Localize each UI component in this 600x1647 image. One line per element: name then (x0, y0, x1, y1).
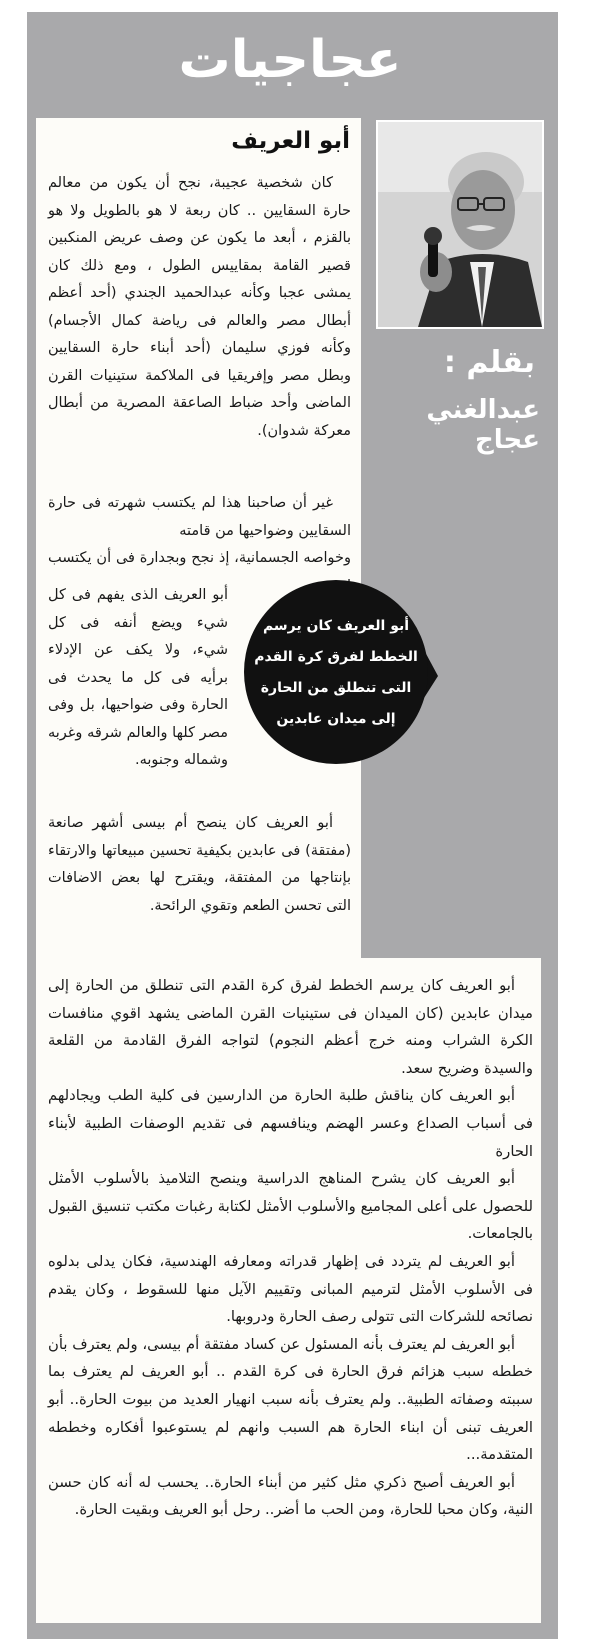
article-paragraph-11: أبو العريف أصبح ذكري مثل كثير من أبناء الحارة.. يحسب له أنه كان حسن النية، وكان محبا للحارة، ومن الحب ما أضر.. رحل أبو العريف وبقيت الحارة. (48, 1473, 533, 1519)
byline-label: بقلم : (443, 345, 535, 380)
pull-quote (232, 580, 438, 786)
article-paragraph-9: أبو العريف لم يتردد فى إظهار قدراته ومعارفه الهندسية، فكان يدلى بدلوه فى الأسلوب الأمثل لترميم المبانى وتقييم الآيل منها للسقوط ، وكان يقدم نصائحه للشركات التى تتولى رصف الحارة ودروبها. (48, 1252, 533, 1326)
article-paragraph-3: وخواصه الجسمانية، إذ نجح وبجدارة فى أن يكتسب (48, 550, 351, 566)
article-paragraph-6: أبو العريف كان يرسم الخطط لفرق كرة القدم التى تنطلق من الحارة إلى ميدان عابدين (كان الميدان فى ستينيات القرن الماضى يشهد اقوي منافسات الكرة الشراب ومنه خرج أعظم النجوم) لتواجه الفرق القادمة من القلعة والسيدة وضريح سعد. (48, 977, 533, 1077)
article-paragraph-7: أبو العريف كان يناقش طلبة الحارة من الدارسين فى كلية الطب ويجادلهم فى أسباب الصداع وعسر الهضم وينافسهم فى تقديم الوصفات الطبية لأبناء الحارة (48, 1087, 533, 1160)
section-title: عجاجيات (178, 30, 402, 90)
article-title: أبو العريف (231, 128, 350, 154)
author-photo (376, 120, 544, 329)
author-portrait-image (378, 122, 542, 327)
article-paragraph-10: أبو العريف لم يعترف بأنه المسئول عن كساد مفتقة أم بيسى، ولم يعترف بأن خططه سبب هزائم فرق الحارة فى كرة القدم .. أبو العريف لم يعترف بما سببته وصفاته الطبية.. ولم يعترف بأنه سبب انهيار العديد من بيوت الحارة.. أبو العريف تبنى أن ابناء الحارة هم السبب وانهم لم يستوعبوا أفكاره وخططه المتقدمة... (48, 1335, 533, 1464)
article-paragraph-8: أبو العريف كان يشرح المناهج الدراسية وينصح التلاميذ بالأسلوب الأمثل للحصول على أعلى المجاميع والأسلوب الأمثل لكتابة رغبات مكتب تنسيق القبول بالجامعات. (48, 1170, 533, 1243)
article-paragraph-5: أبو العريف كان ينصح أم بيسى أشهر صانعة (مفتقة) فى عابدين بكيفية تحسين مبيعاتها والارتقاء بإنتاجها من المفتقة، ويقترح لها بعض الاضافات التى تحسن الطعم وتقوي الرائحة. (48, 815, 351, 914)
article-paragraph-2: غير أن صاحبنا هذا لم يكتسب شهرته فى حارة السقايين وضواحيها من قامته (48, 495, 351, 539)
author-name: عبدالغني عجاج (426, 395, 540, 455)
article-continuation (48, 972, 533, 1524)
article-paragraph-1: كان شخصية عجيبة، نجح أن يكون من معالم حارة السقايين .. كان ربعة لا هو بالطويل ولا هو بالقزم ، أبعد ما يكون عن وصف عريض المنكبين قصير القامة بمقاييس الطول ، ومع ذلك كان يمشى عجبا وكأنه عبدالحميد الجندي (أحد أعظم أبطال مصر والعالم فى رياضة كمال الأجسام) وكأنه فوزي سليمان (أحد أبناء حارة السقايين وبطل مصر وإفريقيا فى الملاكمة ستينيات القرن الماضى وأحد ضباط الصاعقة المصرية من أبطال معركة شدوان). (48, 175, 351, 439)
pull-quote-text: أبو العريف كان يرسم الخطط لفرق كرة القدم التى تنطلق من الحارة إلى ميدان عابدين (254, 618, 418, 727)
article-paragraph-4: أبو العريف الذى يفهم فى كل شيء ويضع أنفه فى كل شيء، ولا يكف عن الإدلاء برأيه فى كل ما يحدث فى الحارة وفى ضواحيها، بل وفى مصر كلها والعالم شرقه وغربه وشماله وجنوبه. (48, 587, 228, 768)
